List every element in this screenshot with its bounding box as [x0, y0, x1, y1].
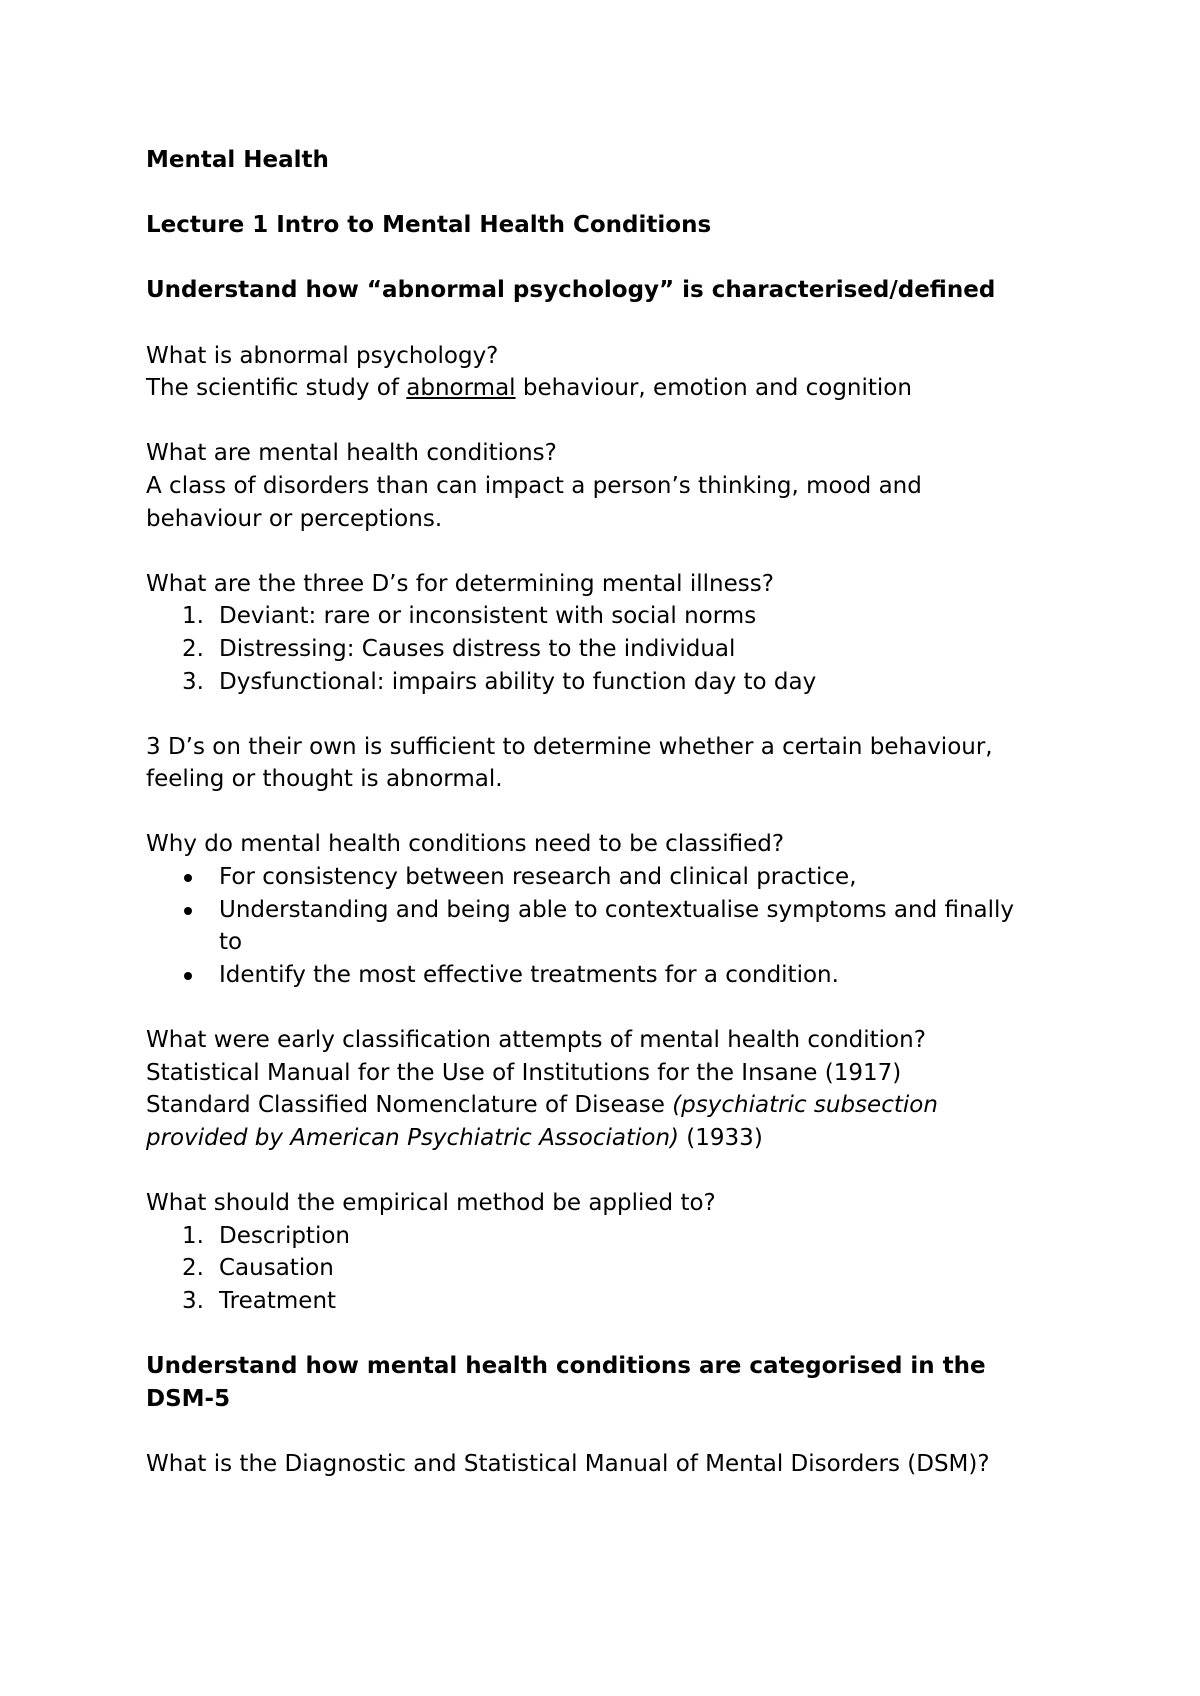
- bullet-icon: [184, 972, 192, 980]
- list-item-text: Understanding and being able to contextualise symptoms and finally: [219, 896, 1015, 923]
- early-classification-1917: Statistical Manual for the Use of Institutions for the Insane (1917): [146, 1059, 902, 1086]
- bullet-icon: [184, 907, 192, 915]
- early-classification-1933-line-1: [146, 1089, 1076, 1122]
- list-item: [146, 894, 1076, 959]
- three-ds-note-line-1: 3 D’s on their own is sufficient to determine whether a certain behaviour,: [146, 733, 993, 760]
- bullet-icon: [184, 874, 192, 882]
- list-item-text: Identify the most effective treatments for a condition.: [219, 961, 839, 988]
- answer-mental-health-conditions-line-2: behaviour or perceptions.: [146, 505, 443, 532]
- three-ds-list: [146, 600, 1076, 698]
- section-heading-abnormal-psychology: Understand how “abnormal psychology” is characterised/defined: [146, 277, 996, 304]
- list-item: [146, 633, 1076, 666]
- list-item: [146, 600, 1076, 633]
- list-item-text: Treatment: [219, 1287, 337, 1314]
- list-number: 2.: [182, 1255, 204, 1282]
- answer-abnormal-psychology: [146, 372, 1076, 405]
- list-item-text-continued: to: [219, 929, 243, 956]
- list-number: 1.: [182, 603, 204, 630]
- question-early-classification: What were early classification attempts of mental health condition?: [146, 1027, 926, 1054]
- list-item-text: Deviant: rare or inconsistent with social norms: [219, 603, 757, 630]
- question-why-classify: Why do mental health conditions need to be classified?: [146, 831, 785, 858]
- section-heading-dsm5-line-2: DSM-5: [146, 1385, 231, 1412]
- list-number: 3.: [182, 668, 204, 695]
- question-mental-health-conditions: What are mental health conditions?: [146, 440, 557, 467]
- question-three-ds: What are the three D’s for determining mental illness?: [146, 570, 774, 597]
- list-item-text: Causation: [219, 1255, 334, 1282]
- three-ds-note-line-2: feeling or thought is abnormal.: [146, 766, 503, 793]
- list-item-text: Description: [219, 1222, 350, 1249]
- question-abnormal-psychology: What is abnormal psychology?: [146, 342, 499, 369]
- document-title: Mental Health: [146, 147, 329, 173]
- list-item: [146, 1220, 1076, 1253]
- answer-text-after: behaviour, emotion and cognition: [515, 375, 912, 402]
- nomenclature-text: Standard Classified Nomenclature of Disease: [146, 1092, 673, 1119]
- question-empirical-method: What should the empirical method be applied to?: [146, 1190, 716, 1216]
- question-dsm: What is the Diagnostic and Statistical Manual of Mental Disorders (DSM)?: [146, 1450, 990, 1477]
- list-item-text: Dysfunctional: impairs ability to function day to day: [219, 668, 817, 695]
- section-heading-dsm5-line-1: Understand how mental health conditions are categorised in the: [146, 1352, 986, 1379]
- answer-mental-health-conditions-line-1: A class of disorders than can impact a person’s thinking, mood and: [146, 472, 922, 499]
- list-item-text: For consistency between research and clinical practice,: [219, 864, 857, 891]
- empirical-method-list: [146, 1220, 1076, 1318]
- list-item: [146, 861, 1076, 894]
- lecture-heading: Lecture 1 Intro to Mental Health Conditions: [146, 212, 712, 239]
- year-text: (1933): [679, 1124, 763, 1151]
- classify-reasons-list: [146, 861, 1076, 991]
- list-number: 3.: [182, 1287, 204, 1314]
- list-item: [146, 959, 1076, 992]
- list-number: 1.: [182, 1222, 204, 1249]
- list-item: [146, 666, 1076, 699]
- list-item: [146, 1252, 1076, 1285]
- early-classification-1933-line-2: [146, 1122, 1076, 1155]
- underlined-term: abnormal: [406, 375, 516, 402]
- answer-text-before: The scientific study of: [146, 375, 407, 402]
- italic-note-line-1: (psychiatric subsection: [672, 1092, 938, 1119]
- list-item-text: Distressing: Causes distress to the individual: [219, 635, 736, 662]
- document-body: [146, 144, 1076, 1480]
- list-item: [146, 1285, 1076, 1318]
- italic-note-line-2: provided by American Psychiatric Association): [146, 1124, 679, 1151]
- list-number: 2.: [182, 635, 204, 662]
